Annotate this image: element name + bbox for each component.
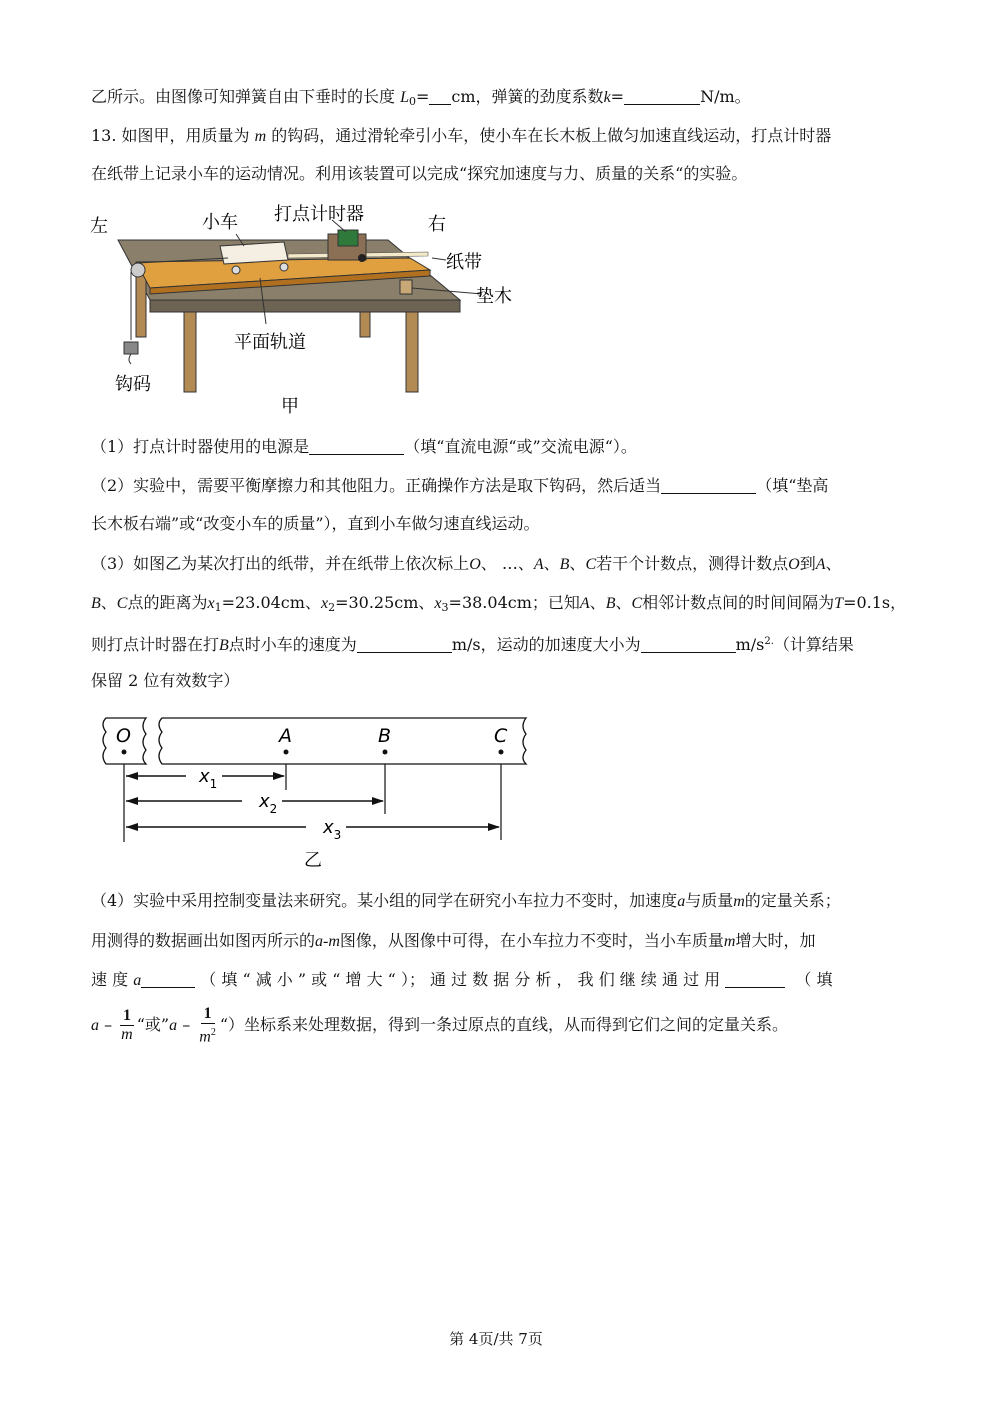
x-letter: x <box>259 791 270 812</box>
text: =30.25cm、 <box>335 593 435 612</box>
minus: – <box>99 1015 118 1035</box>
sub-question-2-line-2 <box>91 514 903 534</box>
var-L: L <box>400 89 410 106</box>
text: 乙所示。由图像可知弹簧自由下垂时的长度 <box>91 87 396 106</box>
text: 的钩码，通过滑轮牵引小车，使小车在长木板上做匀加速直线运动，打点计时器 <box>271 126 832 145</box>
point-C-dot <box>499 750 504 755</box>
label-A: A <box>279 725 292 747</box>
x-letter: x <box>199 766 210 787</box>
sup-2: 2. <box>764 636 774 647</box>
text: = <box>416 87 430 106</box>
point-O-dot <box>122 750 127 755</box>
sub-2: 2 <box>328 601 336 614</box>
answer-blank-axes[interactable] <box>725 971 785 988</box>
var-A: A <box>815 556 826 573</box>
x-subscript: 3 <box>333 828 342 842</box>
timer-needle <box>358 254 366 262</box>
var-m: m <box>254 128 267 145</box>
label-O: O <box>116 725 131 747</box>
text: 点时小车的速度为 <box>228 635 357 654</box>
var-C: C <box>585 556 597 573</box>
answer-blank-power[interactable] <box>309 438 404 455</box>
var-m: m <box>733 893 745 910</box>
var-O: O <box>788 556 800 573</box>
text: “）坐标系来处理数据，得到一条过原点的直线，从而得到它们之间的定量关系。 <box>219 1015 789 1035</box>
var-x2: x <box>320 595 329 612</box>
wood-block <box>400 280 412 294</box>
label-x1 <box>198 766 217 791</box>
minus: – <box>177 1015 196 1035</box>
cart-wheel <box>280 263 288 271</box>
fraction-1-over-m2 <box>197 1005 218 1046</box>
text: =0.1s， <box>843 593 907 612</box>
sub-question-3-line-1 <box>91 554 903 575</box>
timer-body <box>338 230 358 246</box>
text: “或” <box>136 1015 170 1035</box>
text: 、 <box>615 593 632 612</box>
text: = <box>610 87 625 106</box>
text: （4）实验中采用控制变量法来研究。某小组的同学在研究小车拉力不变时，加速度 <box>91 891 678 910</box>
var-A: A <box>533 556 544 573</box>
answer-blank-k[interactable] <box>624 88 700 105</box>
arrowhead <box>273 772 285 780</box>
label-track: 平面轨道 <box>234 332 306 353</box>
question-13-line-2 <box>91 164 903 184</box>
text: （填“直流电源“或”交流电源“）。 <box>404 437 637 456</box>
figure-yi-paper-tape <box>96 712 536 872</box>
text: 相邻计数点间的时间间隔为 <box>642 593 835 612</box>
answer-blank-friction[interactable] <box>661 477 756 494</box>
arrowhead <box>126 823 138 831</box>
text: （1）打点计时器使用的电源是 <box>91 437 310 456</box>
sub-question-2-line-1 <box>91 476 903 496</box>
label-weight: 钩码 <box>115 374 151 395</box>
text: 、 <box>589 593 606 612</box>
sub-1: 1 <box>214 601 222 614</box>
sub-question-3-line-3 <box>91 632 903 656</box>
text: cm，弹簧的劲度系数 <box>451 87 604 106</box>
sub-question-4-line-2 <box>91 931 903 952</box>
label-x2 <box>258 791 277 816</box>
hook-weight <box>124 342 138 354</box>
text: 图像，从图像中可得，在小车拉力不变时，当小车质量 <box>339 931 724 950</box>
point-A-dot <box>284 750 289 755</box>
pulley <box>131 263 145 277</box>
label-block: 垫木 <box>476 286 512 307</box>
text: （2）实验中，需要平衡摩擦力和其他阻力。正确操作方法是取下钩码，然后适当 <box>91 476 662 495</box>
x-subscript: 1 <box>209 777 218 791</box>
arrowhead <box>488 823 500 831</box>
arrowhead <box>372 797 384 805</box>
numerator: 1 <box>201 1005 215 1024</box>
var-x3: x <box>434 595 442 612</box>
fraction-1-over-m <box>119 1007 135 1044</box>
sub-question-3-line-4 <box>91 671 903 691</box>
var-C: C <box>631 595 643 612</box>
var-B: B <box>605 595 616 612</box>
var-O: O <box>469 556 481 573</box>
text: （计算结果 <box>773 635 854 654</box>
text: 、 …、 <box>480 554 534 573</box>
var-T: T <box>834 595 844 612</box>
caption-yi: 乙 <box>304 850 322 871</box>
figure-jia-apparatus <box>88 200 518 420</box>
text: m/s，运动的加速度大小为 <box>451 635 641 654</box>
text: 用测得的数据画出如图丙所示的 <box>91 931 316 950</box>
var-k: k <box>603 89 611 106</box>
arrowhead <box>126 797 138 805</box>
var-B: B <box>91 595 101 612</box>
label-left: 左 <box>90 216 108 237</box>
answer-blank-acceleration[interactable] <box>641 636 736 653</box>
text: 速 度 <box>91 970 129 989</box>
var-a: a <box>91 1017 99 1035</box>
cart <box>220 242 288 264</box>
sub-0: 0 <box>409 95 417 108</box>
question-13-line-1 <box>91 126 903 147</box>
var-a: a <box>677 893 686 910</box>
denominator: m <box>121 1026 133 1044</box>
var-a: a <box>169 1017 178 1035</box>
text: （填“垫高 <box>756 476 829 495</box>
answer-blank-velocity[interactable] <box>357 636 452 653</box>
text: =23.04cm、 <box>221 593 321 612</box>
text: 、 <box>100 593 117 612</box>
text-line-spring <box>91 87 903 112</box>
var-a-m: a-m <box>315 933 340 950</box>
text: 的定量关系； <box>744 891 841 910</box>
text: （ 填 “ 减 小 ” 或 “ 增 大 “ ）； 通 过 数 据 分 析 ， 我 们 继 续 通 过 用 <box>200 970 721 989</box>
text: 、 <box>825 554 842 573</box>
text: （3）如图乙为某次打出的纸带，并在纸带上依次标上 <box>91 554 470 573</box>
var-a: a <box>133 972 142 989</box>
x-letter: x <box>323 817 334 838</box>
text: 、 <box>569 554 586 573</box>
text: 点的距离为 <box>127 593 208 612</box>
var-B: B <box>559 556 570 573</box>
var-A: A <box>579 595 590 612</box>
page-footer: 第 4页/共 7页 <box>449 1330 543 1348</box>
hook <box>129 354 131 364</box>
label-x3 <box>322 817 341 842</box>
answer-blank-L0[interactable] <box>429 88 451 105</box>
den-sup: 2 <box>210 1027 216 1038</box>
text: （ 填 <box>795 970 833 989</box>
denominator <box>197 1024 218 1046</box>
text: 若干个计数点，测得计数点 <box>596 554 789 573</box>
cart-wheel <box>232 266 240 274</box>
label-tape: 纸带 <box>446 252 482 273</box>
sub-question-4-line-1 <box>91 891 903 912</box>
text: 、 <box>543 554 560 573</box>
den-m: m <box>199 1028 211 1046</box>
answer-blank-trend[interactable] <box>141 971 195 988</box>
sub-question-3-line-2 <box>91 593 907 618</box>
text: 长木板右端”或“改变小车的质量”），直到小车做匀速直线运动。 <box>91 514 540 533</box>
text: 在纸带上记录小车的运动情况。利用该装置可以完成“探究加速度与力、质量的关系“的实验。 <box>91 164 748 183</box>
text: m/s <box>735 635 765 654</box>
text: N/m。 <box>700 87 751 106</box>
text: 保留 2 位有效数字） <box>91 671 240 690</box>
label-B: B <box>378 725 392 747</box>
label-car: 小车 <box>202 212 238 233</box>
table-leg <box>360 312 370 337</box>
sub-question-4-line-3 <box>91 970 903 991</box>
text: 则打点计时器在打 <box>91 635 220 654</box>
table-leg <box>184 312 196 392</box>
tape-main-piece <box>159 718 526 764</box>
var-C: C <box>116 595 128 612</box>
var-B: B <box>219 637 229 654</box>
table-leg <box>406 312 418 392</box>
var-m: m <box>723 933 736 950</box>
text: =38.04cm；已知 <box>448 593 580 612</box>
label-timer: 打点计时器 <box>274 204 364 225</box>
table-edge <box>150 300 460 312</box>
arrowhead <box>126 772 138 780</box>
sub-question-4-line-4 <box>91 1005 903 1046</box>
leader-line <box>432 258 446 260</box>
label-right: 右 <box>428 214 446 235</box>
text: 13. 如图甲，用质量为 <box>91 126 250 145</box>
point-B-dot <box>383 750 388 755</box>
caption-jia: 甲 <box>281 396 299 417</box>
text: 到 <box>799 554 816 573</box>
label-C: C <box>494 725 508 747</box>
table-leg <box>136 272 146 337</box>
numerator: 1 <box>120 1007 134 1026</box>
sub-3: 3 <box>441 601 449 614</box>
x-subscript: 2 <box>269 802 278 816</box>
var-x1: x <box>207 595 215 612</box>
sub-question-1 <box>91 437 903 457</box>
text: 与质量 <box>685 891 734 910</box>
text: 增大时，加 <box>735 931 816 950</box>
